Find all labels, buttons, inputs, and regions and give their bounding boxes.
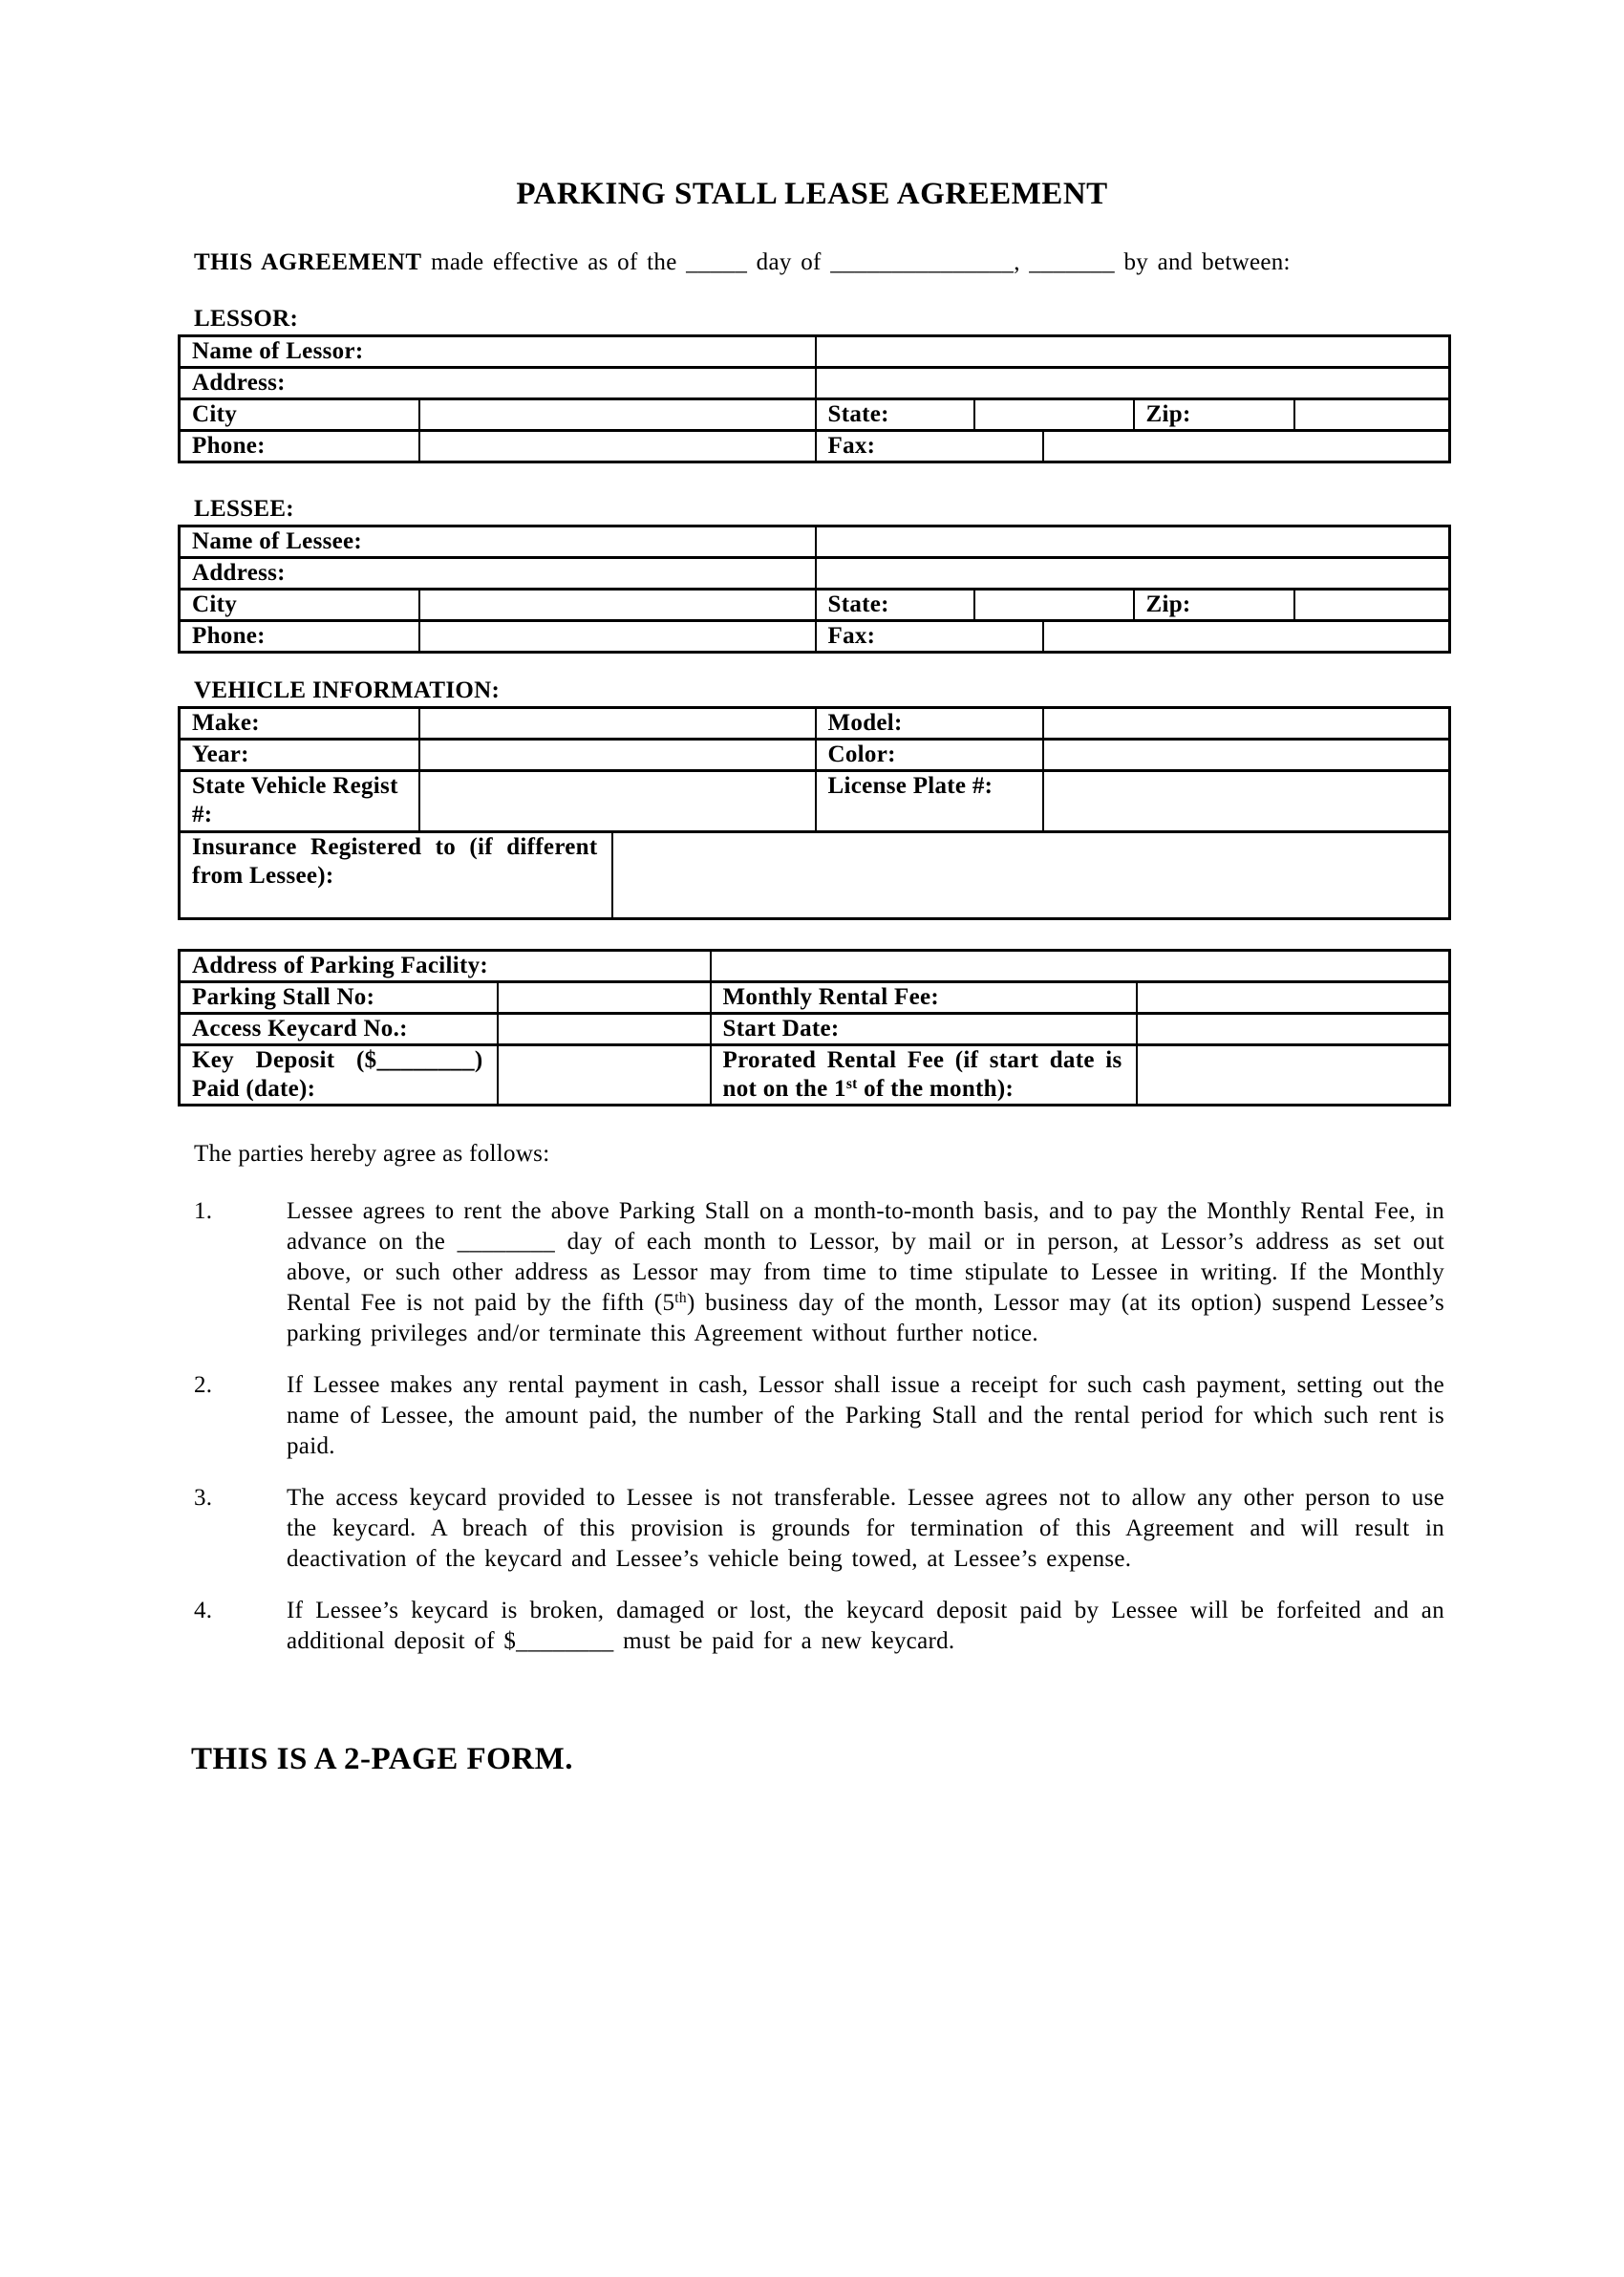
clause-4-number: 4. <box>194 1598 213 1623</box>
facility-monthly-fee-value-cell <box>1137 982 1450 1014</box>
clause-1-text-end: ) business day of the month, Lessor may (at its option) suspend Lessee’s parking privileges and/or terminate this Agreement without further notice. <box>287 1290 1444 1346</box>
table-row <box>180 1014 1450 1045</box>
page-title: PARKING STALL LEASE AGREEMENT <box>516 177 1108 211</box>
vehicle-color-label-cell: Color: <box>816 740 1043 771</box>
clause-2-number: 2. <box>194 1372 213 1398</box>
lessor-address-label-cell: Address: <box>180 368 816 399</box>
vehicle-insurance-label-cell: Insurance Registered to (if different from Lessee): <box>180 832 612 919</box>
clause-list <box>0 1196 1624 1657</box>
table-row <box>180 399 1450 431</box>
facility-address-value-cell <box>711 951 1450 982</box>
lessor-phone-label-cell: Phone: <box>180 431 419 462</box>
lessee-city-label-cell: City <box>180 590 419 621</box>
vehicle-plate-value-cell <box>1043 771 1450 832</box>
table-row <box>180 368 1450 399</box>
clause-3-text: The access keycard provided to Lessee is not transferable. Lessee agrees not to allow any other person to use the keycard. A breach of this provision is grounds for termination of this Agreement and will result in deactivation of the keycard and Lessee’s vehicle being towed, at Lessee’s expense. <box>287 1485 1444 1572</box>
prorated-label-text: Prorated Rental Fee (if start date is not on the 1 <box>722 1047 1122 1102</box>
clause-1 <box>194 1196 1444 1349</box>
vehicle-model-label-cell: Model: <box>816 708 1043 740</box>
lessor-name-label-cell: Name of Lessor: <box>180 336 816 368</box>
lessor-state-value-cell <box>974 399 1134 431</box>
vehicle-make-value-cell <box>419 708 816 740</box>
table-row <box>180 558 1450 590</box>
document-page <box>0 175 1624 2277</box>
intro-bold-text: THIS AGREEMENT <box>194 249 422 275</box>
clause-1-number: 1. <box>194 1198 213 1224</box>
intro-line <box>194 247 1447 278</box>
lessee-state-value-cell <box>974 590 1134 621</box>
parking-facility-table <box>178 949 1451 1106</box>
vehicle-model-value-cell <box>1043 708 1450 740</box>
facility-monthly-fee-label-cell: Monthly Rental Fee: <box>711 982 1137 1014</box>
lessee-fax-value-cell <box>1043 621 1450 653</box>
clause-4 <box>194 1596 1444 1657</box>
table-row <box>180 336 1450 368</box>
vehicle-insurance-value-cell <box>612 832 1450 919</box>
clause-3-number: 3. <box>194 1485 213 1511</box>
table-row <box>180 982 1450 1014</box>
table-row <box>180 1045 1450 1106</box>
facility-start-date-value-cell <box>1137 1014 1450 1045</box>
lessor-phone-value-cell <box>419 431 816 462</box>
vehicle-make-label-cell: Make: <box>180 708 419 740</box>
intro-rest-text: made effective as of the _____ day of _______________, _______ by and between: <box>421 249 1291 275</box>
clause-1-superscript: th <box>674 1290 687 1306</box>
lessor-address-value-cell <box>816 368 1450 399</box>
lessor-city-label-cell: City <box>180 399 419 431</box>
lessor-heading: LESSOR: <box>194 306 299 332</box>
vehicle-regist-value-cell <box>419 771 816 832</box>
table-row <box>180 951 1450 982</box>
table-row <box>180 526 1450 558</box>
lead-in-text: The parties hereby agree as follows: <box>194 1141 550 1167</box>
facility-key-deposit-value-cell <box>498 1045 711 1106</box>
lessee-state-label-cell: State: <box>816 590 974 621</box>
lessee-zip-value-cell <box>1294 590 1450 621</box>
vehicle-color-value-cell <box>1043 740 1450 771</box>
table-row <box>180 621 1450 653</box>
lessee-address-label-cell: Address: <box>180 558 816 590</box>
facility-address-label-cell: Address of Parking Facility: <box>180 951 711 982</box>
vehicle-year-label-cell: Year: <box>180 740 419 771</box>
lessee-heading: LESSEE: <box>194 496 294 522</box>
lessor-zip-value-cell <box>1294 399 1450 431</box>
facility-keycard-label-cell: Access Keycard No.: <box>180 1014 498 1045</box>
facility-start-date-label-cell: Start Date: <box>711 1014 1137 1045</box>
lessee-address-value-cell <box>816 558 1450 590</box>
lessee-table <box>178 525 1451 654</box>
vehicle-regist-label-cell: State Vehicle Regist #: <box>180 771 419 832</box>
table-row <box>180 832 1450 919</box>
lessee-name-value-cell <box>816 526 1450 558</box>
facility-prorated-label-cell <box>711 1045 1137 1106</box>
clause-2 <box>194 1370 1444 1462</box>
prorated-superscript: st <box>845 1076 858 1092</box>
clause-2-text: If Lessee makes any rental payment in cash, Lessor shall issue a receipt for such cash payment, setting out the name of Lessee, the amount paid, the number of the Parking Stall and the rental period for which such rent is paid. <box>287 1372 1444 1459</box>
vehicle-plate-label-cell: License Plate #: <box>816 771 1043 832</box>
vehicle-table <box>178 706 1451 920</box>
lessee-fax-label-cell: Fax: <box>816 621 1043 653</box>
lessor-fax-label-cell: Fax: <box>816 431 1043 462</box>
lessor-fax-value-cell <box>1043 431 1450 462</box>
lessee-zip-label-cell: Zip: <box>1134 590 1294 621</box>
lessor-city-value-cell <box>419 399 816 431</box>
lessee-name-label-cell: Name of Lessee: <box>180 526 816 558</box>
facility-key-deposit-label-cell: Key Deposit ($________) Paid (date): <box>180 1045 498 1106</box>
vehicle-year-value-cell <box>419 740 816 771</box>
facility-stall-value-cell <box>498 982 711 1014</box>
table-row <box>180 740 1450 771</box>
clause-1-text: Lessee agrees to rent the above Parking Stall on a month-to-month basis, and to pay the Monthly Rental Fee, in advance on the ________ day of each month to Lessor, by mail or in person, at Lessor’s address as set out above, or such other address as Lessor may from time to time stipulate to Lessee in writing. If the Monthly Rental Fee is not paid by the fifth (5 <box>287 1198 1444 1316</box>
lessor-state-label-cell: State: <box>816 399 974 431</box>
lessor-table <box>178 334 1451 463</box>
table-row <box>180 590 1450 621</box>
vehicle-heading: VEHICLE INFORMATION: <box>194 677 501 703</box>
clause-3 <box>194 1483 1444 1575</box>
clause-4-text: If Lessee’s keycard is broken, damaged or lost, the keycard deposit paid by Lessee will be forfeited and an additional deposit of $________ must be paid for a new keycard. <box>287 1598 1444 1654</box>
lessee-phone-value-cell <box>419 621 816 653</box>
table-row <box>180 431 1450 462</box>
facility-stall-label-cell: Parking Stall No: <box>180 982 498 1014</box>
lessee-city-value-cell <box>419 590 816 621</box>
facility-keycard-value-cell <box>498 1014 711 1045</box>
table-row <box>180 708 1450 740</box>
lessee-phone-label-cell: Phone: <box>180 621 419 653</box>
prorated-label-text-end: of the month): <box>857 1076 1015 1102</box>
facility-prorated-value-cell <box>1137 1045 1450 1106</box>
lessor-zip-label-cell: Zip: <box>1134 399 1294 431</box>
two-page-form-note: THIS IS A 2-PAGE FORM. <box>191 1742 574 1776</box>
table-row <box>180 771 1450 832</box>
lessor-name-value-cell <box>816 336 1450 368</box>
